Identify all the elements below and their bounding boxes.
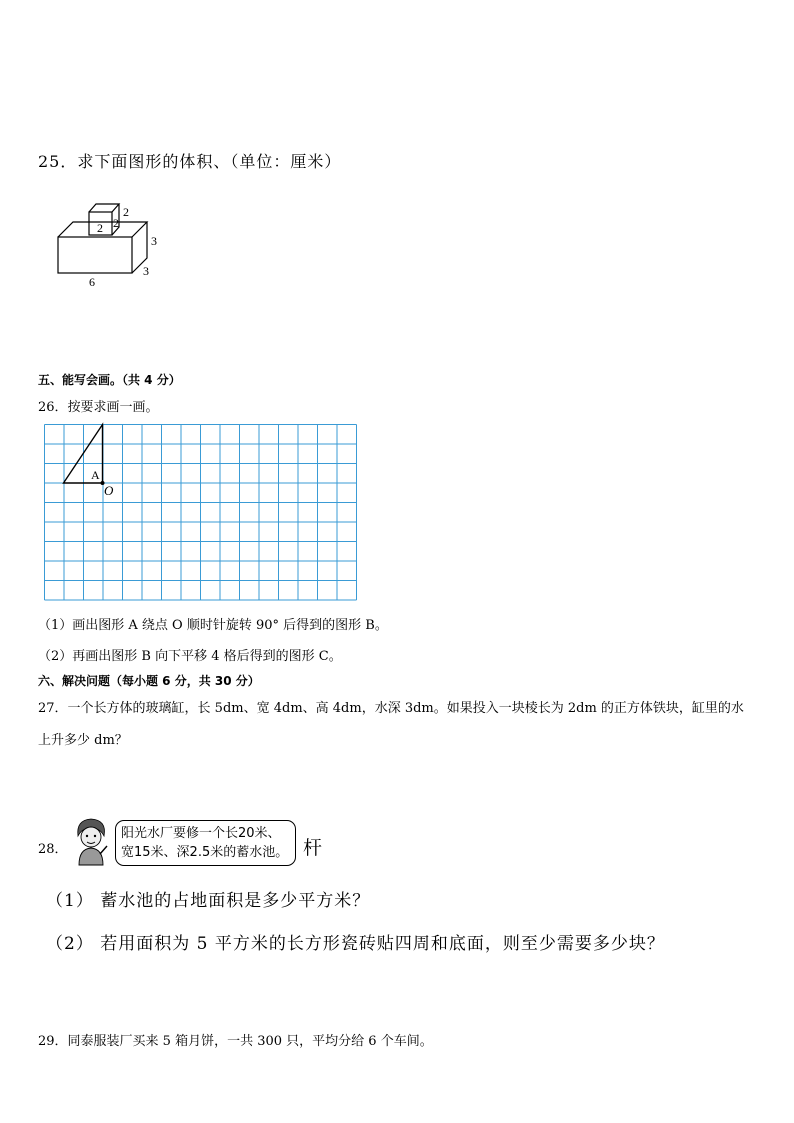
q28-sub1: （1） 蓄水池的占地面积是多少平方米？ xyxy=(46,891,371,911)
q29-text: 29．同泰服装厂买来 5 箱月饼，一共 300 只，平均分给 6 个车间。 xyxy=(38,1034,433,1049)
label-small-front: 2 xyxy=(97,221,103,235)
section6-title: 六、解决问题（每小题 6 分，共 30 分） xyxy=(38,674,260,688)
q27-line2: 上升多少 dm？ xyxy=(38,733,128,748)
section5-title: 五、能写会画。（共 4 分） xyxy=(38,373,181,387)
big-cuboid-front xyxy=(58,237,132,273)
bubble-line2: 宽15米、深2.5米的蓄水池。 xyxy=(121,845,289,860)
label-big-height: 3 xyxy=(151,234,157,248)
grid-figure xyxy=(40,420,362,604)
label-small-side: 2 xyxy=(113,216,119,230)
label-a: A xyxy=(91,468,100,482)
q26-sub1: （1）画出图形 A 绕点 O 顺时针旋转 90° 后得到的图形 B。 xyxy=(38,618,388,633)
q28-sub2: （2） 若用面积为 5 平方米的长方形瓷砖贴四周和底面，则至少需要多少块？ xyxy=(46,934,665,954)
q28-number: 28． xyxy=(38,842,68,857)
label-small-top: 2 xyxy=(123,205,129,219)
boy-illustration xyxy=(70,816,112,866)
label-o: O xyxy=(104,483,114,498)
small-cube-top xyxy=(89,204,119,212)
q27-line1: 27．一个长方体的玻璃缸，长 5dm、宽 4dm、高 4dm，水深 3dm。如果投入一块棱长为 2dm 的正方体铁块，缸里的水 xyxy=(38,701,744,716)
cuboid-figure xyxy=(40,195,180,295)
q26-text: 26．按要求画一画。 xyxy=(38,400,159,415)
grid-lines xyxy=(45,425,357,601)
speech-bubble xyxy=(115,820,296,866)
q26-sub2: （2）再画出图形 B 向下平移 4 格后得到的图形 C。 xyxy=(38,649,342,664)
label-big-depth: 3 xyxy=(143,264,149,278)
bubble-line1: 阳光水厂要修一个长20米、 xyxy=(121,826,281,841)
label-big-length: 6 xyxy=(89,275,95,289)
q28-trailing-char: 杆 xyxy=(303,837,323,859)
q25-text: 25．求下面图形的体积、（单位：厘米） xyxy=(38,152,342,171)
